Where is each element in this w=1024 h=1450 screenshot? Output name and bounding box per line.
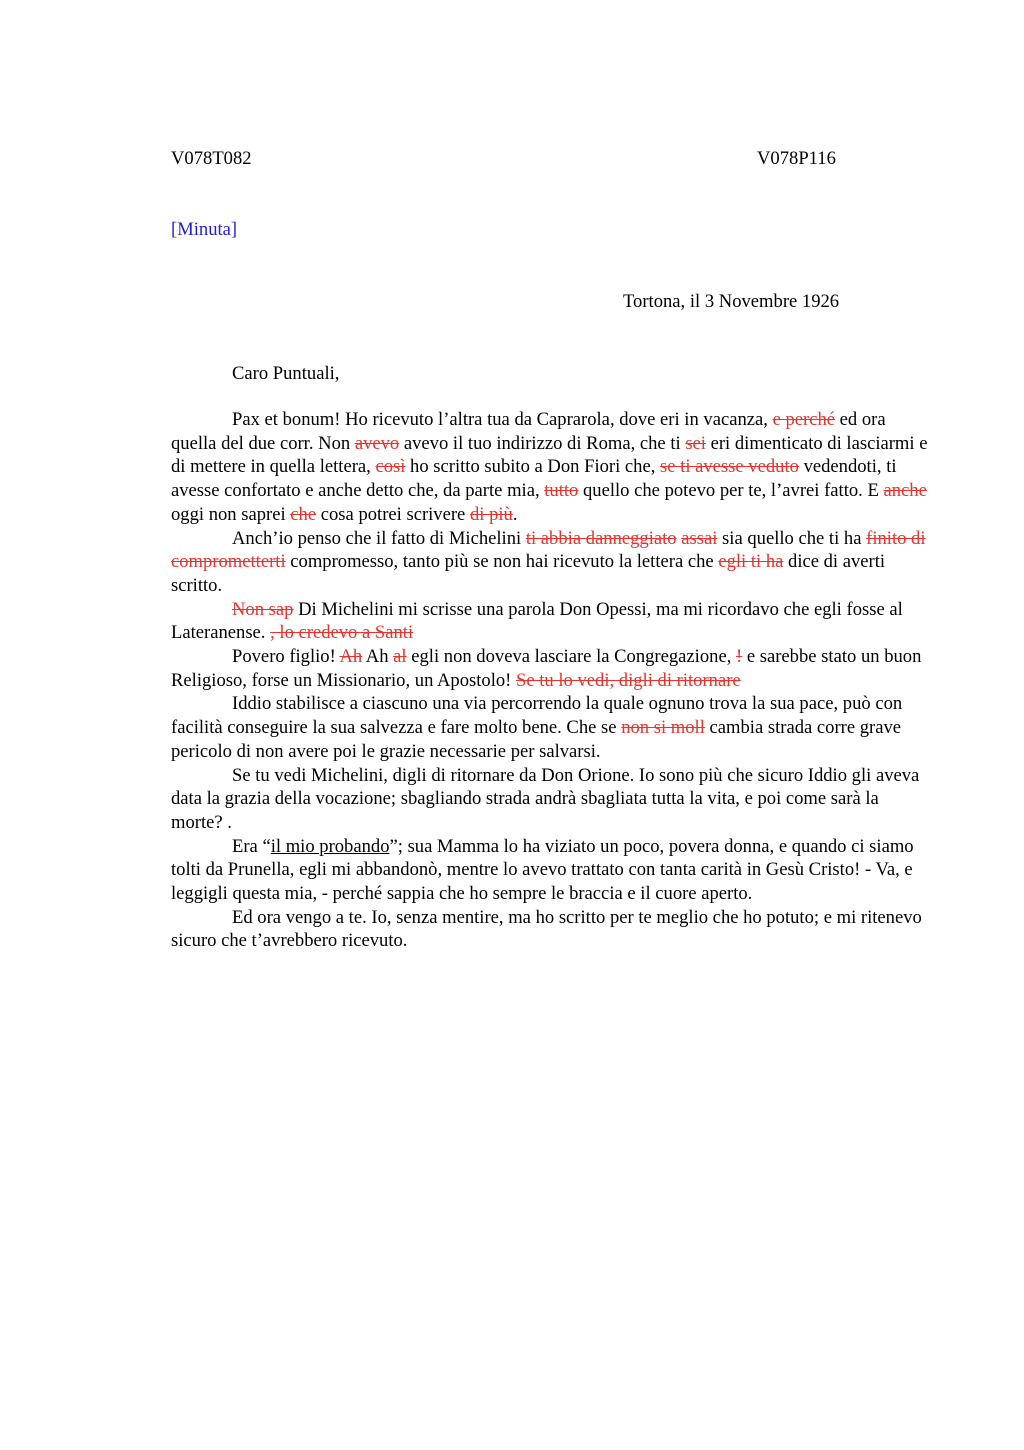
deleted-text: egli ti ha xyxy=(718,551,784,573)
letter-paragraph xyxy=(171,598,931,645)
letter-paragraph xyxy=(171,408,931,527)
deleted-text: Non sap xyxy=(232,598,294,620)
text-segment: sia quello che ti ha xyxy=(717,527,867,549)
text-segment: avevo il tuo indirizzo di Roma, che ti xyxy=(399,432,686,454)
letter-paragraph xyxy=(171,906,931,953)
deleted-text: Ah xyxy=(339,646,363,668)
dateline: Tortona, il 3 Novembre 1926 xyxy=(623,291,840,312)
deleted-text: così xyxy=(375,456,406,478)
deleted-text: e perché xyxy=(772,409,836,430)
deleted-text: , lo credevo a Santi xyxy=(270,622,414,644)
text-segment: ho scritto subito a Don Fiori che, xyxy=(405,456,661,478)
text-segment: Di Michelini mi scrisse una parola Don Opessi, ma mi ricordavo che egli fosse al Lateranense. xyxy=(171,598,903,644)
letter-paragraph xyxy=(171,527,931,598)
deleted-text: avevo xyxy=(354,432,400,454)
deleted-text: ! xyxy=(736,646,743,668)
text-segment: cambia strada corre grave pericolo di non avere poi le grazie necessarie per salvarsi. xyxy=(171,717,902,762)
text-segment: Povero figlio! xyxy=(232,646,340,668)
draft-label: [Minuta] xyxy=(171,219,238,240)
document-code-left: V078T082 xyxy=(171,148,252,169)
deleted-text: Se tu lo vedi, digli di ritornare xyxy=(516,669,741,691)
text-segment: Iddio stabilisce a ciascuno una via percorrendo la quale ognuno trova la sua pace, può con facilità conseguire la sua salvezza e fare molto bene. Che se xyxy=(171,693,903,739)
deleted-text: sei xyxy=(685,432,706,454)
deleted-text: ti abbia danneggiato xyxy=(525,527,677,549)
deleted-text: se ti avesse veduto xyxy=(660,456,799,478)
text-segment: ”; sua Mamma lo ha viziato un poco, povera donna, e quando ci siamo tolti da Prunella, egli mi abbandonò, mentre lo avevo trattato con tanta carità in Gesù Cristo! - Va, e leggigli questa mia, - perché sappia che ho sempre le braccia e il cuore aperto. xyxy=(171,835,914,905)
letter-paragraph xyxy=(171,835,931,906)
text-segment: egli non doveva lasciare la Congregazione, xyxy=(406,646,736,668)
text-segment: Ah xyxy=(362,646,394,668)
letter-paragraph xyxy=(171,764,931,835)
text-segment: Se tu vedi Michelini, digli di ritornare da Don Orione. Io sono più che sicuro Iddio gli aveva data la grazia della vocazione; sbagliando strada andrà sbagliata tutta la vita, e poi come sarà la morte? . xyxy=(171,764,920,833)
deleted-text: che xyxy=(290,503,317,525)
text-segment: eri dimenticato di lasciarmi e di mettere in quella lettera, xyxy=(171,432,928,478)
text-segment: quello che potevo per te, l’avrei fatto. E xyxy=(578,480,884,502)
deleted-text: finito di xyxy=(866,527,926,549)
deleted-text: non si moll xyxy=(621,717,705,739)
deleted-text: tutto xyxy=(544,480,579,502)
text-segment: Pax et bonum! Ho ricevuto l’altra tua da Caprarola, dove eri in vacanza, xyxy=(232,409,773,430)
text-segment: e sarebbe stato un buon Religioso, forse un Missionario, un Apostolo! xyxy=(171,646,922,691)
text-segment: vedendoti, ti avesse confortato e anche detto che, da parte mia, xyxy=(171,456,897,502)
text-segment: compromesso, tanto più se non hai ricevuto la lettera che xyxy=(285,551,719,573)
deleted-text: assai xyxy=(681,527,718,549)
deleted-text: di più xyxy=(469,503,513,525)
deleted-text: comprometterti xyxy=(171,551,286,573)
letter-body xyxy=(171,408,931,953)
underlined-text: il mio probando xyxy=(270,835,390,857)
text-segment: cosa potrei scrivere xyxy=(316,503,470,525)
greeting: Caro Puntuali, xyxy=(232,363,340,384)
text-segment: ed ora quella del due corr. Non xyxy=(171,409,886,454)
deleted-text: al xyxy=(393,646,407,668)
text-segment: Anch’io penso che il fatto di Michelini xyxy=(232,527,526,549)
deleted-text: anche xyxy=(883,480,927,502)
document-code-right: V078P116 xyxy=(757,148,836,169)
letter-paragraph xyxy=(171,692,931,763)
text-segment: oggi non saprei xyxy=(171,503,291,525)
text-segment: . xyxy=(512,503,518,525)
text-segment: dice di averti scritto. xyxy=(171,551,886,596)
text-segment: Era “ xyxy=(232,835,271,857)
letter-paragraph xyxy=(171,645,931,692)
text-segment: Ed ora vengo a te. Io, senza mentire, ma ho scritto per te meglio che ho potuto; e mi ritenevo sicuro che t’avrebbero ricevuto. xyxy=(171,906,922,952)
